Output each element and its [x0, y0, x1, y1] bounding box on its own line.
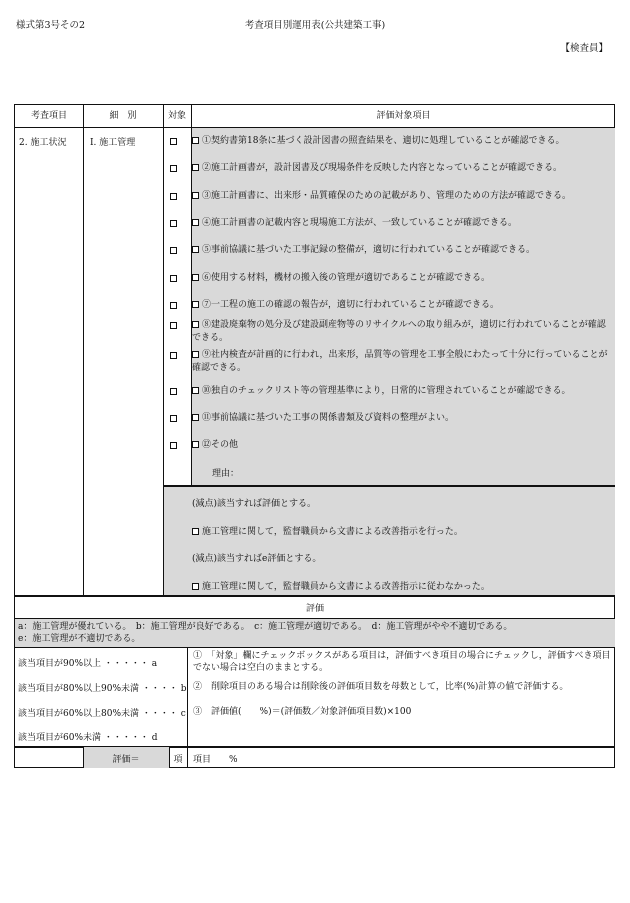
target-checkbox-3[interactable] — [170, 193, 177, 200]
checkbox-icon[interactable] — [192, 528, 199, 535]
deduction-e-note: (減点)該当すればe評価とする。 — [192, 554, 322, 564]
note-3: ③ 評価値( %)＝(評価数／対象評価項目数)×100 — [193, 707, 412, 717]
threshold-d: 該当項目が60%未満 ・・・・・ d — [18, 733, 158, 743]
grade-definitions-1: a：施工管理が優れている。 b：施工管理が良好である。 c：施工管理が適切である。 d：施工管理がやや不適切である。 — [18, 622, 513, 632]
target-checkbox-2[interactable] — [170, 165, 177, 172]
target-checkbox-6[interactable] — [170, 275, 177, 282]
col-header-criteria: 評価対象項目 — [376, 111, 431, 121]
deduction-d-note: (減点)該当すれば評価とする。 — [192, 499, 317, 509]
checkbox-icon[interactable] — [192, 192, 199, 199]
target-checkbox-4[interactable] — [170, 220, 177, 227]
criteria-item-3: ③施工計画書に、出来形・品質確保のための記載があり、管理のための方法が確認できる。 — [192, 190, 612, 203]
criteria-item-4: ④施工計画書の記載内容と現場施工方法が、一致していることが確認できる。 — [192, 217, 612, 230]
criteria-item-11: ⑪事前協議に基づいた工事の関係書類及び資料の整理がよい。 — [192, 412, 612, 425]
criteria-item-5: ⑤事前協議に基づいた工事記録の整備が，適切に行われていることが確認できる。 — [192, 244, 612, 257]
target-checkbox-5[interactable] — [170, 247, 177, 254]
evaluation-heading: 評価 — [305, 604, 324, 614]
checkbox-icon[interactable] — [192, 137, 199, 144]
criteria-item-8: ⑧建設廃棄物の処分及び建設副産物等のリサイクルへの取り組みが，適切に行われていることが確認できる。 — [192, 320, 606, 343]
document-title: 考査項目別運用表(公共建築工事) — [244, 20, 386, 31]
col-header-target: 対象 — [167, 111, 186, 121]
col-header-item: 考査項目 — [30, 111, 67, 121]
checkbox-icon[interactable] — [192, 414, 199, 421]
target-checkbox-11[interactable] — [170, 415, 177, 422]
checkbox-icon[interactable] — [192, 387, 199, 394]
threshold-a: 該当項目が90%以上 ・・・・・ a — [18, 659, 158, 669]
reason-label: 理由： — [212, 469, 240, 479]
criteria-item-12: ⑫その他 — [192, 439, 612, 452]
deduction-d-item: 施工管理に関して，監督職員から文書による改善指示を行った。 — [192, 524, 463, 537]
score-label: 評価＝ — [112, 755, 140, 765]
criteria-item-6: ⑥使用する材料，機材の搬入後の管理が適切であることが確認できる。 — [192, 272, 612, 285]
category-label: 2. 施工状況 — [19, 138, 67, 148]
checkbox-icon[interactable] — [192, 246, 199, 253]
grade-definitions-2: e：施工管理が不適切である。 — [18, 634, 141, 644]
col-header-subcategory: 細 別 — [109, 111, 137, 121]
criteria-item-10: ⑩独自のチェックリスト等の管理基準により，日常的に管理されていることが確認できる。 — [192, 385, 612, 398]
note-1: ① 「対象」欄にチェックボックスがある項目は，評価すべき項目の場合にチェックし，評価すべき項目でない場合は空白のままとする。 — [193, 651, 611, 673]
checkbox-icon[interactable] — [192, 351, 199, 358]
target-checkbox-1[interactable] — [170, 138, 177, 145]
form-number: 様式第3号その2 — [16, 20, 86, 31]
deduction-e-item: 施工管理に関して，監督職員から文書による改善指示に従わなかった。 — [192, 579, 490, 592]
subcategory-label: Ⅰ. 施工管理 — [90, 138, 136, 148]
target-checkbox-12[interactable] — [170, 442, 177, 449]
target-checkbox-8[interactable] — [170, 322, 177, 329]
checkbox-icon[interactable] — [192, 301, 199, 308]
checkbox-icon[interactable] — [192, 219, 199, 226]
note-2: ② 削除項目のある場合は削除後の評価項目数を母数として，比率(%)計算の値で評価する。 — [193, 682, 569, 692]
checkbox-icon[interactable] — [192, 321, 199, 328]
criteria-item-7: ⑦一工程の施工の確認の報告が，適切に行われていることが確認できる。 — [192, 299, 612, 312]
inspector-label: 【検査員】 — [560, 43, 608, 54]
checkbox-icon[interactable] — [192, 164, 199, 171]
checkbox-icon[interactable] — [192, 583, 199, 590]
checkbox-icon[interactable] — [192, 274, 199, 281]
criteria-item-2: ②施工計画書が，設計図書及び現場条件を反映した内容となっていることが確認できる。 — [192, 162, 612, 175]
item-unit: 項 — [173, 755, 183, 765]
threshold-c: 該当項目が60%以上80%未満 ・・・・ c — [18, 709, 186, 719]
criteria-item-1: ①契約書第18条に基づく設計図書の照査結果を、適切に処理していることが確認できる。 — [192, 135, 612, 148]
target-checkbox-7[interactable] — [170, 302, 177, 309]
checkbox-icon[interactable] — [192, 441, 199, 448]
evaluation-sheet — [14, 104, 615, 768]
score-result[interactable]: 項目 % — [193, 755, 238, 765]
criteria-item-9: ⑨社内検査が計画的に行われ，出来形，品質等の管理を工事全般にわたって十分に行っていることが確認できる。 — [192, 350, 608, 373]
target-checkbox-9[interactable] — [170, 352, 177, 359]
target-checkbox-10[interactable] — [170, 388, 177, 395]
threshold-b: 該当項目が80%以上90%未満 ・・・・ b — [18, 684, 187, 694]
